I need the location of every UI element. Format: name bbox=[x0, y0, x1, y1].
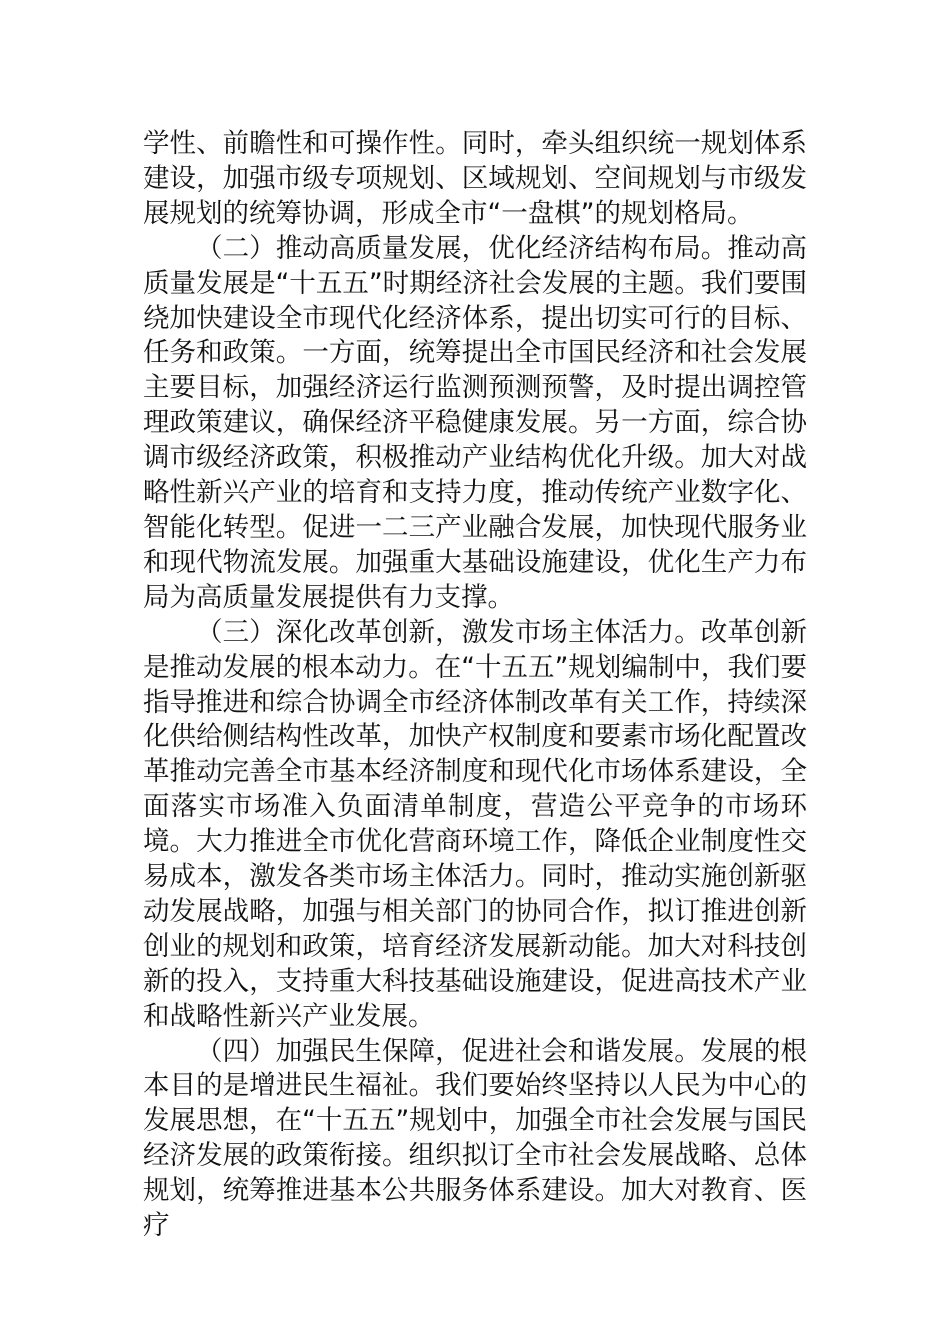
paragraph-continuation: 学性、前瞻性和可操作性。同时，牵头组织统一规划体系建设，加强市级专项规划、区域规划、空间规划与市级发展规划的统筹协调，形成全市“一盘棋”的规划格局。 bbox=[143, 128, 807, 229]
document-page bbox=[143, 127, 807, 1244]
paragraph-section-4: （四）加强民生保障，促进社会和谐发展。发展的根本目的是增进民生福祉。我们要始终坚持以人民为中心的发展思想，在“十五五”规划中，加强全市社会发展与国民经济发展的政策衔接。组织拟订全市社会发展战略、总体规划，统筹推进基本公共服务体系建设。加大对教育、医疗 bbox=[143, 1035, 807, 1242]
paragraph-section-3: （三）深化改革创新，激发市场主体活力。改革创新是推动发展的根本动力。在“十五五”规划编制中，我们要指导推进和综合协调全市经济体制改革有关工作，持续深化供给侧结构性改革，加快产权制度和要素市场化配置改革推动完善全市基本经济制度和现代化市场体系建设，全面落实市场准入负面清单制度，营造公平竞争的市场环境。大力推进全市优化营商环境工作，降低企业制度性交易成本，激发各类市场主体活力。同时，推动实施创新驱动发展战略，加强与相关部门的协同合作，拟订推进创新创业的规划和政策，培育经济发展新动能。加大对科技创新的投入，支持重大科技基础设施建设，促进高技术产业和战略性新兴产业发展。 bbox=[143, 616, 807, 1032]
paragraph-section-2: （二）推动高质量发展，优化经济结构布局。推动高质量发展是“十五五”时期经济社会发展的主题。我们要围绕加快建设全市现代化经济体系，提出切实可行的目标、任务和政策。一方面，统筹提出全市国民经济和社会发展主要目标，加强经济运行监测预测预警，及时提出调控管理政策建议，确保经济平稳健康发展。另一方面，综合协调市级经济政策，积极推动产业结构优化升级。加大对战略性新兴产业的培育和支持力度，推动传统产业数字化、智能化转型。促进一二三产业融合发展，加快现代服务业和现代物流发展。加强重大基础设施建设，优化生产力布局为高质量发展提供有力支撑。 bbox=[143, 232, 807, 613]
